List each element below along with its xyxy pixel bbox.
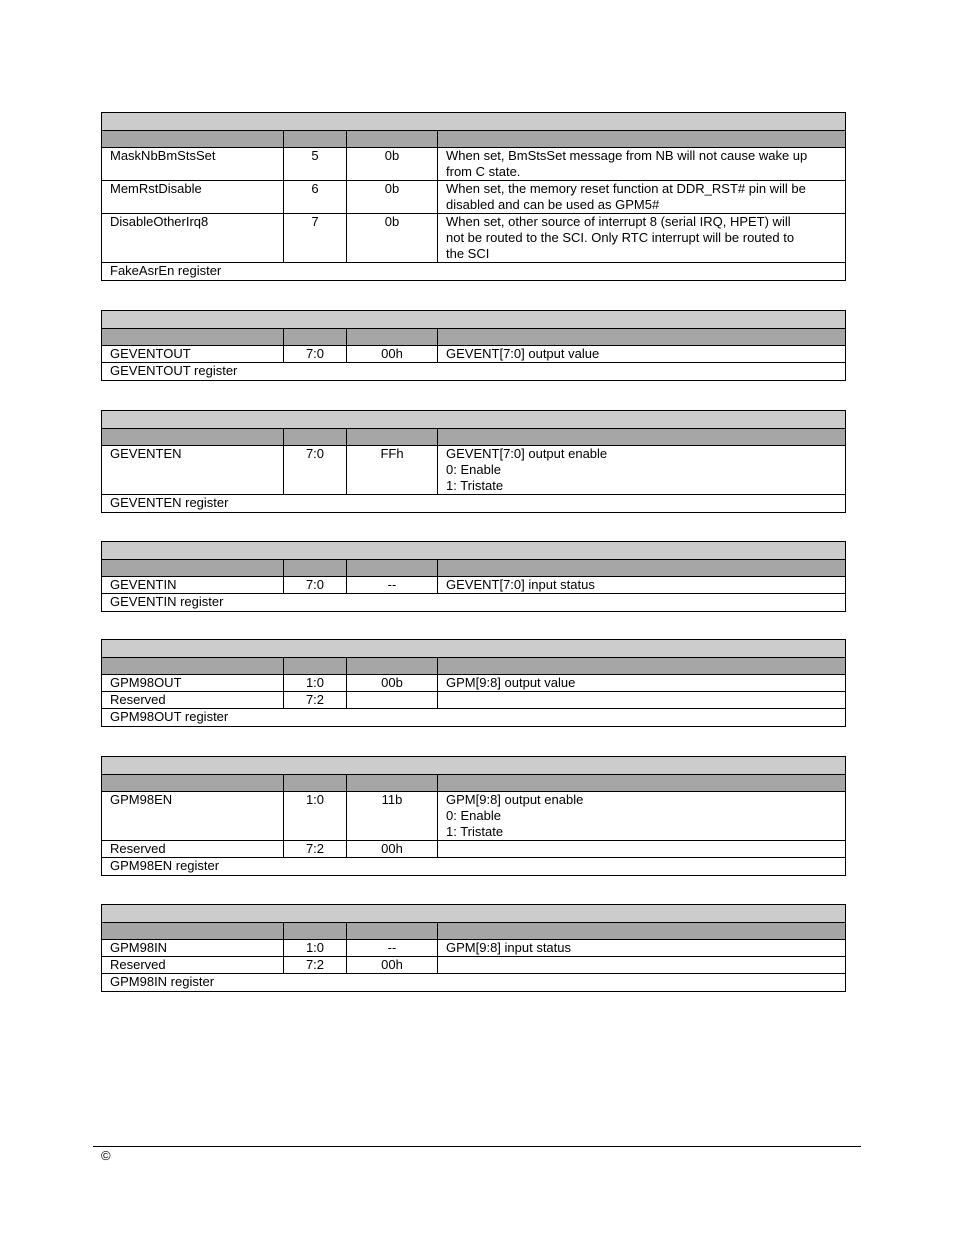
table-title-cell [102,411,846,429]
register-caption: GEVENTEN register [102,495,846,513]
register-caption-row [102,495,846,513]
field-name: GPM98OUT [102,675,284,692]
table-header-cell [347,560,438,577]
field-description: When set, the memory reset function at DDR_RST# pin will be disabled and can be used as GPM5# [438,181,846,214]
table-title-row [102,757,846,775]
register-caption: GPM98EN register [102,858,846,876]
field-default: 00h [347,957,438,974]
field-bits: 7 [284,214,347,263]
table-header-cell [438,329,846,346]
table-title-row [102,311,846,329]
field-description: GEVENT[7:0] input status [438,577,846,594]
field-bits: 1:0 [284,675,347,692]
table-header-cell [347,429,438,446]
table-header-cell [438,429,846,446]
table-header-cell [284,658,347,675]
table-title-cell [102,905,846,923]
field-bits: 5 [284,148,347,181]
table-header-cell [284,923,347,940]
table-row [102,446,846,495]
field-bits: 6 [284,181,347,214]
field-name: MemRstDisable [102,181,284,214]
register-caption-row [102,709,846,727]
register-table [101,756,845,876]
register-table [101,410,845,513]
table-row [102,148,846,181]
field-default: -- [347,940,438,957]
field-name: GPM98EN [102,792,284,841]
register-caption: GEVENTIN register [102,594,846,612]
register-caption: GPM98OUT register [102,709,846,727]
table-header-cell [347,775,438,792]
register-caption: FakeAsrEn register [102,263,846,281]
table-row [102,181,846,214]
register-table [101,904,845,992]
field-default: 00b [347,675,438,692]
field-name: Reserved [102,841,284,858]
table-header-cell [102,429,284,446]
field-bits: 7:2 [284,692,347,709]
field-description [438,957,846,974]
field-description [438,841,846,858]
table-title-row [102,113,846,131]
field-default: 0b [347,148,438,181]
table-title-cell [102,542,846,560]
table-header-row [102,560,846,577]
field-default: 00h [347,841,438,858]
table-header-cell [102,560,284,577]
register-table [101,541,845,612]
table-header-cell [102,658,284,675]
field-description: GEVENT[7:0] output enable 0: Enable 1: Tristate [438,446,846,495]
table-row [102,577,846,594]
table-header-cell [438,560,846,577]
field-bits: 7:2 [284,841,347,858]
table-header-cell [284,560,347,577]
copyright-symbol: © [101,1148,111,1163]
field-bits: 1:0 [284,792,347,841]
table-header-cell [438,131,846,148]
table-header-cell [284,429,347,446]
field-default: 0b [347,214,438,263]
field-default: 0b [347,181,438,214]
table-header-cell [284,131,347,148]
field-description: GPM[9:8] output enable 0: Enable 1: Tristate [438,792,846,841]
table-title-row [102,542,846,560]
field-name: GEVENTEN [102,446,284,495]
field-default: 11b [347,792,438,841]
table-header-cell [438,923,846,940]
table-title-cell [102,640,846,658]
register-table [101,310,845,381]
field-name: GPM98IN [102,940,284,957]
table-header-cell [284,329,347,346]
table-row [102,214,846,263]
table-row [102,957,846,974]
register-caption: GPM98IN register [102,974,846,992]
table-header-cell [102,923,284,940]
field-bits: 7:0 [284,577,347,594]
field-name: Reserved [102,957,284,974]
register-caption-row [102,363,846,381]
table-row [102,940,846,957]
table-header-cell [347,329,438,346]
table-title-cell [102,311,846,329]
field-default [347,692,438,709]
field-name: GEVENTIN [102,577,284,594]
field-default: 00h [347,346,438,363]
field-default: -- [347,577,438,594]
table-header-row [102,131,846,148]
register-caption-row [102,974,846,992]
register-caption-row [102,594,846,612]
table-header-cell [438,775,846,792]
table-header-row [102,923,846,940]
table-row [102,841,846,858]
table-header-cell [102,329,284,346]
field-name: MaskNbBmStsSet [102,148,284,181]
register-table [101,639,845,727]
field-description: GEVENT[7:0] output value [438,346,846,363]
field-default: FFh [347,446,438,495]
table-header-cell [102,131,284,148]
field-bits: 7:0 [284,346,347,363]
table-row [102,675,846,692]
register-caption-row [102,263,846,281]
field-description [438,692,846,709]
register-caption-row [102,858,846,876]
field-description: GPM[9:8] input status [438,940,846,957]
table-row [102,692,846,709]
field-name: GEVENTOUT [102,346,284,363]
table-row [102,792,846,841]
table-header-row [102,775,846,792]
field-name: DisableOtherIrq8 [102,214,284,263]
table-header-cell [284,775,347,792]
field-name: Reserved [102,692,284,709]
register-table [101,112,845,281]
table-header-cell [102,775,284,792]
field-description: When set, other source of interrupt 8 (serial IRQ, HPET) will not be routed to the SCI. Only RTC interrupt will be routed to the SCI [438,214,846,263]
table-title-cell [102,757,846,775]
table-title-row [102,411,846,429]
field-bits: 1:0 [284,940,347,957]
table-row [102,346,846,363]
field-bits: 7:2 [284,957,347,974]
table-header-cell [347,658,438,675]
footer-divider [93,1146,861,1147]
table-title-row [102,640,846,658]
field-description: GPM[9:8] output value [438,675,846,692]
register-caption: GEVENTOUT register [102,363,846,381]
table-header-row [102,429,846,446]
table-title-row [102,905,846,923]
table-header-row [102,329,846,346]
table-header-row [102,658,846,675]
field-bits: 7:0 [284,446,347,495]
table-header-cell [347,923,438,940]
table-title-cell [102,113,846,131]
table-header-cell [347,131,438,148]
field-description: When set, BmStsSet message from NB will not cause wake up from C state. [438,148,846,181]
table-header-cell [438,658,846,675]
